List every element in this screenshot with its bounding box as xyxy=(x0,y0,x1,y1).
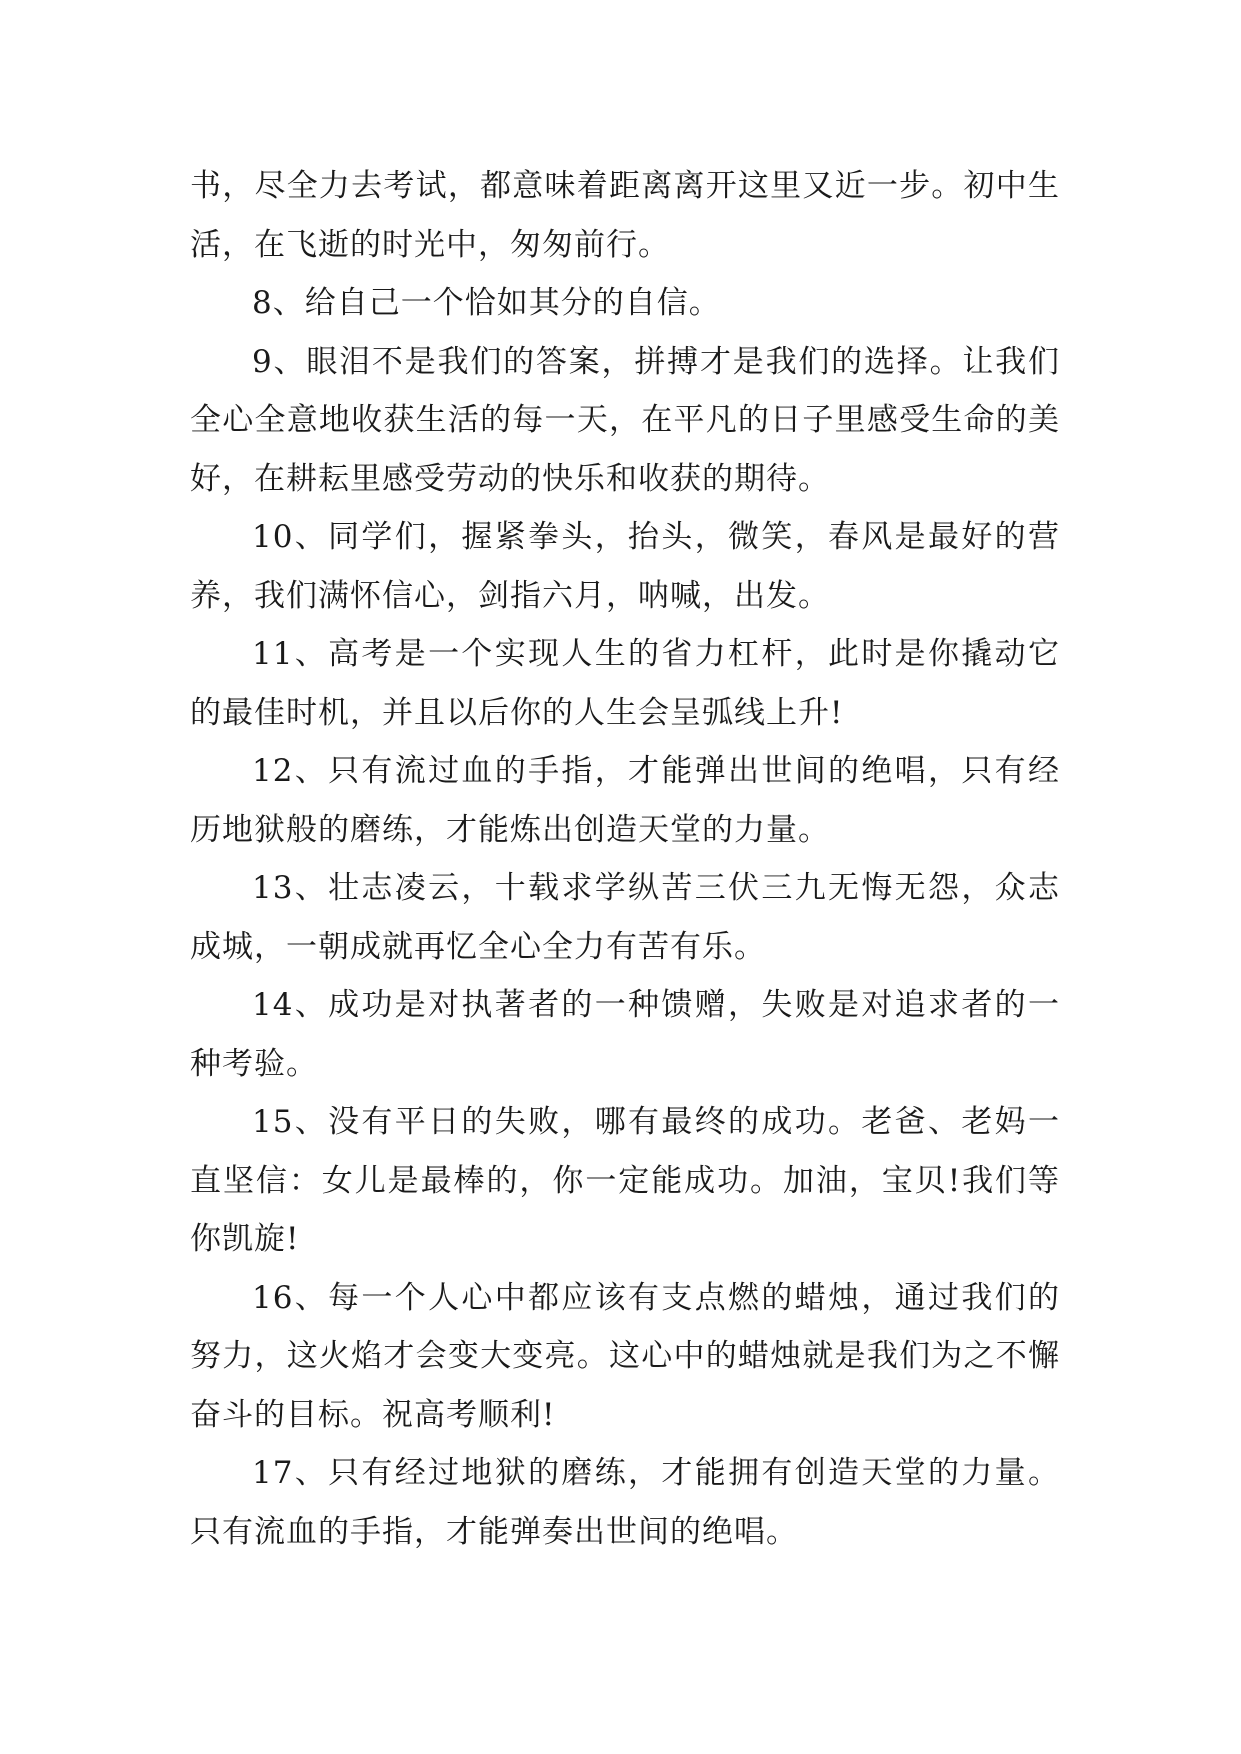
paragraph-continued: 书，尽全力去考试，都意味着距离离开这里又近一步。初中生活，在飞逝的时光中，匆匆前行。 xyxy=(190,168,1060,263)
paragraph-item-13: 13、壮志凌云，十载求学纵苦三伏三九无悔无怨，众志成城，一朝成就再忆全心全力有苦有乐。 xyxy=(190,870,1060,965)
paragraph-item-14: 14、成功是对执著者的一种馈赠，失败是对追求者的一种考验。 xyxy=(190,987,1060,1082)
document-body xyxy=(190,157,1060,1561)
paragraph-item-17: 17、只有经过地狱的磨练，才能拥有创造天堂的力量。只有流血的手指，才能弹奏出世间的绝唱。 xyxy=(190,1455,1060,1550)
paragraph-item-11: 11、高考是一个实现人生的省力杠杆，此时是你撬动它的最佳时机，并且以后你的人生会呈弧线上升! xyxy=(190,636,1060,731)
paragraph-item-9: 9、眼泪不是我们的答案，拼搏才是我们的选择。让我们全心全意地收获生活的每一天，在平凡的日子里感受生命的美好，在耕耘里感受劳动的快乐和收获的期待。 xyxy=(190,343,1060,497)
paragraph-item-15: 15、没有平日的失败，哪有最终的成功。老爸、老妈一直坚信：女儿是最棒的，你一定能成功。加油，宝贝!我们等你凯旋! xyxy=(190,1104,1060,1257)
paragraph-item-12: 12、只有流过血的手指，才能弹出世间的绝唱，只有经历地狱般的磨练，才能炼出创造天堂的力量。 xyxy=(190,753,1060,848)
paragraph-item-8: 8、给自己一个恰如其分的自信。 xyxy=(252,285,721,321)
paragraph-item-16: 16、每一个人心中都应该有支点燃的蜡烛，通过我们的努力，这火焰才会变大变亮。这心中的蜡烛就是我们为之不懈奋斗的目标。祝高考顺利! xyxy=(190,1279,1060,1433)
paragraph-item-10: 10、同学们，握紧拳头，抬头，微笑，春风是最好的营养，我们满怀信心，剑指六月，呐喊，出发。 xyxy=(190,519,1060,614)
